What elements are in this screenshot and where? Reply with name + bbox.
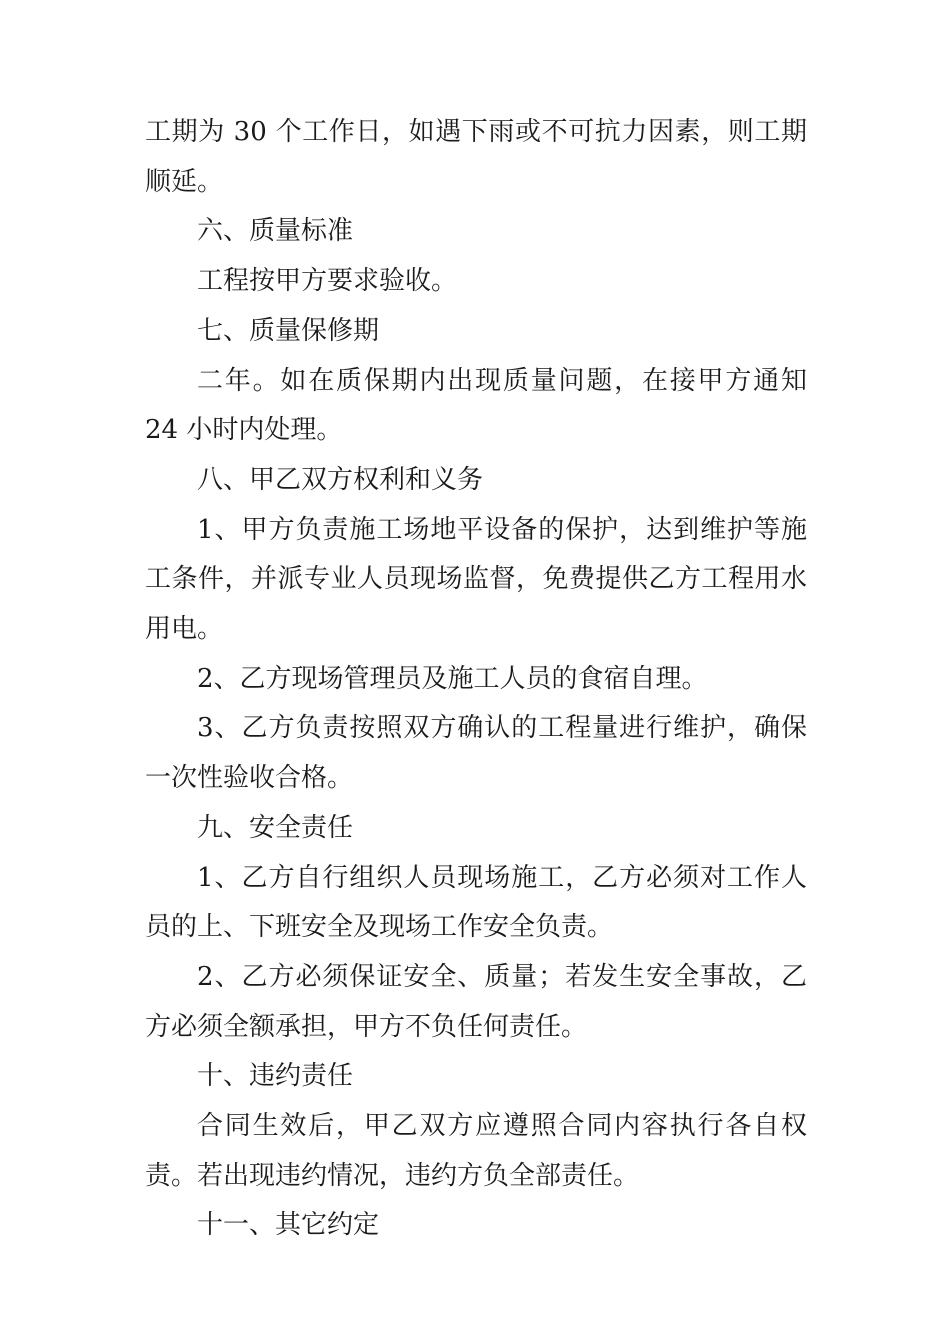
clause-safety-commute: 1、乙方自行组织人员现场施工，乙方必须对工作人员的上、下班安全及现场工作安全负责。 — [145, 862, 807, 943]
clause-party-b-lodging: 2、乙方现场管理员及施工人员的食宿自理。 — [197, 663, 708, 694]
paragraph-quality-standard: 工程按甲方要求验收。 — [197, 266, 458, 297]
document-body — [145, 108, 807, 1251]
paragraph-breach-liability: 合同生效后，甲乙双方应遵照合同内容执行各自权责。若出现违约情况，违约方负全部责任。 — [145, 1111, 807, 1191]
section-heading-breach-liability: 十、违约责任 — [197, 1061, 354, 1092]
clause-party-a-obligations: 1、甲方负责施工场地平设备的保护，达到维护等施工条件，并派专业人员现场监督，免费提供乙方工程用水用电。 — [145, 514, 807, 645]
paragraph-construction-period-continued: 工期为 30 个工作日，如遇下雨或不可抗力因素，则工期顺延。 — [145, 117, 807, 197]
clause-safety-accidents: 2、乙方必须保证安全、质量；若发生安全事故，乙方必须全额承担，甲方不负任何责任。 — [145, 961, 807, 1042]
section-heading-quality-standard: 六、质量标准 — [197, 216, 354, 247]
section-heading-rights-obligations: 八、甲乙双方权利和义务 — [197, 464, 484, 495]
section-heading-other-agreements: 十一、其它约定 — [197, 1210, 380, 1241]
section-heading-warranty-period: 七、质量保修期 — [197, 315, 380, 346]
paragraph-warranty-period: 二年。如在质保期内出现质量问题，在接甲方通知 24 小时内处理。 — [145, 365, 807, 446]
section-heading-safety-responsibility: 九、安全责任 — [197, 812, 354, 843]
clause-party-b-maintenance: 3、乙方负责按照双方确认的工程量进行维护，确保一次性验收合格。 — [145, 713, 807, 794]
